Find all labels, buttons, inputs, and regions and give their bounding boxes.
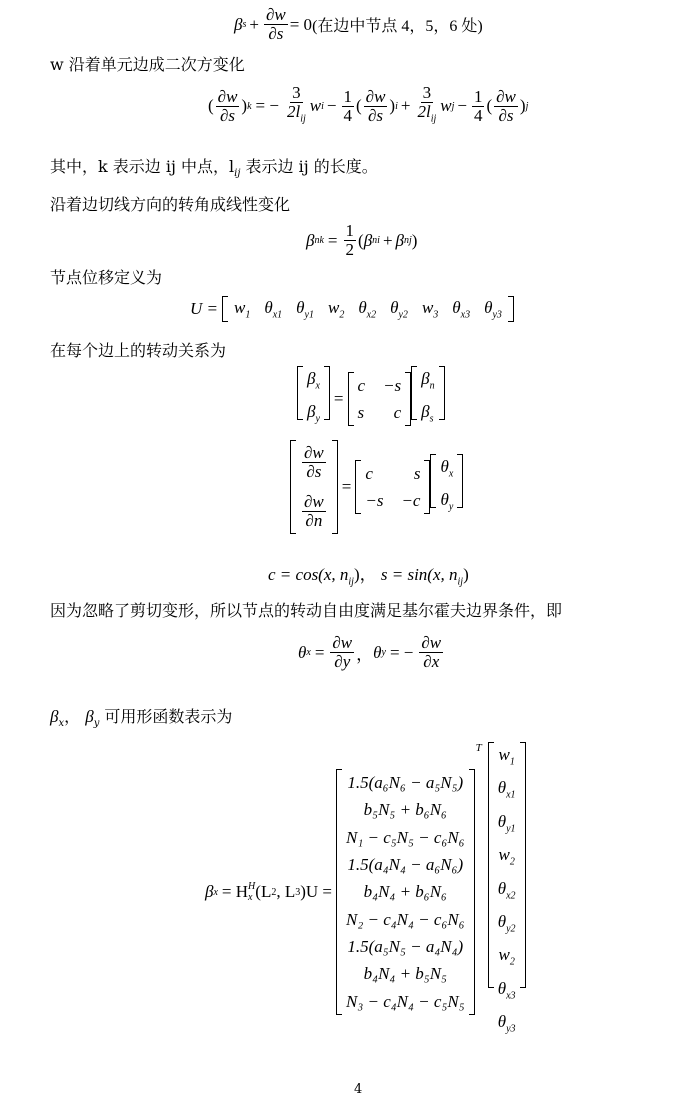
bracket-r	[469, 769, 475, 1015]
U-item-var: θ	[390, 297, 399, 317]
half-fraction	[344, 222, 357, 259]
U-item-var: θ	[264, 297, 273, 317]
vec-item-sub: 2	[509, 856, 515, 868]
theta-x: θ	[298, 642, 307, 662]
sub: x	[448, 468, 454, 479]
vec-item	[498, 742, 514, 775]
U-item	[452, 298, 470, 320]
equals-sign: =	[327, 230, 338, 250]
sub: x	[315, 380, 320, 392]
frac-num: ∂w	[304, 492, 324, 511]
H-sup: H	[248, 881, 256, 893]
sin-expr: s = sin(x, n	[380, 565, 458, 584]
lhs-fraction	[216, 88, 240, 125]
text-rotation-linear: 沿着边切线方向的转角成线性变化	[50, 195, 291, 214]
sub: y	[448, 501, 454, 513]
theta-y: θ	[373, 642, 382, 662]
frac-den: 2l	[286, 102, 301, 121]
a12: −s	[383, 375, 402, 395]
frac-den: 2l	[417, 102, 431, 121]
vector-entry	[498, 876, 516, 909]
t4-inner-fraction	[494, 88, 518, 125]
beta-sub: s	[242, 19, 247, 30]
U-item-var: θ	[452, 297, 461, 317]
cells	[303, 366, 324, 433]
frac-num: ∂w	[421, 633, 442, 652]
frac-num: 1	[343, 86, 352, 106]
U-item-sub: x2	[366, 309, 377, 321]
ni-sub: ni	[372, 235, 380, 246]
cells	[436, 454, 457, 521]
beta-y: β	[307, 402, 316, 422]
beta-symbol: β	[306, 230, 315, 250]
equals-H: = H	[221, 882, 249, 902]
beta-x: β	[307, 369, 316, 388]
frac-den: ∂n	[305, 511, 323, 530]
shape-function-entry: b₅N₅ + b₆N₆	[363, 800, 447, 820]
U-item	[422, 298, 438, 320]
U-item	[264, 298, 282, 320]
edge-node-note: (在边中节点 4，5，6 处)	[312, 18, 483, 35]
frac-den: 4	[473, 105, 483, 125]
U-item-sub: x1	[272, 309, 283, 321]
cells	[342, 769, 469, 1015]
vec-item-var: θ	[497, 1012, 507, 1032]
i-sub: i	[395, 100, 398, 112]
w-var: w	[440, 96, 452, 116]
vec-item	[498, 942, 514, 975]
k-sub: k	[247, 100, 252, 112]
a12: s	[413, 463, 421, 483]
vector-entry	[498, 909, 516, 942]
frac-num: ∂w	[332, 633, 353, 652]
frac-den: ∂s	[306, 462, 322, 481]
frac-den: ∂s	[368, 105, 384, 125]
arg1-sub: 2	[271, 886, 277, 898]
a21: s	[357, 402, 365, 422]
vec-item-sub: 1	[509, 756, 515, 768]
transform-matrix	[355, 460, 430, 514]
shape-function-entry: N₂ − c₄N₄ − c₆N₆	[346, 909, 465, 929]
beta-ni: β	[363, 230, 373, 250]
frac-num: 3	[422, 83, 432, 102]
t3-fraction	[415, 84, 438, 128]
text-where	[50, 154, 378, 179]
vec-item	[498, 909, 516, 942]
frac-den-sub: ij	[300, 113, 306, 125]
shape-function-column	[336, 769, 475, 1015]
shape-function-entry: b₄N₄ + b₅N₅	[363, 964, 447, 984]
vector-entry	[498, 742, 514, 775]
bracket-r	[324, 366, 330, 420]
matrix-equation-dw: $\frac{\partial w}{\partial s}$ $\frac{\partial w}{\partial n}$ = c s −s −c $\theta_x$ $\theta_y$	[290, 440, 463, 534]
frac-num: 1	[473, 86, 483, 106]
vec-item-var: θ	[497, 978, 507, 998]
sub: x	[213, 886, 218, 898]
equation-U-vector	[190, 296, 514, 322]
frac-num: ∂w	[265, 5, 286, 24]
j-sub: j	[525, 100, 529, 112]
equation-beta-s	[234, 6, 483, 43]
sub: x	[306, 647, 311, 658]
U-item-sub: 3	[433, 309, 439, 321]
l-sub: ij	[234, 168, 241, 180]
sin-tail: )	[463, 565, 469, 584]
vec-item	[498, 842, 514, 875]
nj-sub: nj	[404, 235, 412, 246]
U-item-sub: 1	[245, 309, 251, 321]
beta-symbol: β	[205, 882, 214, 902]
bracket-r	[520, 742, 526, 988]
sub: y	[93, 718, 100, 730]
vec-item	[498, 876, 516, 909]
vec-item	[498, 1009, 516, 1042]
shape-function-entry: b₄N₄ + b₆N₆	[363, 882, 447, 902]
w-var: w	[309, 96, 322, 116]
theta-vector	[430, 454, 463, 521]
U-item-var: w	[327, 297, 340, 317]
text-rotation-relation: 在每个边上的转动关系为	[50, 341, 227, 360]
sub: x	[58, 718, 65, 730]
frac-den-sub: ij	[430, 113, 437, 125]
vec-item-sub: y1	[506, 823, 516, 835]
U-item	[484, 298, 502, 320]
beta-sub: nk	[314, 235, 324, 246]
theta-x: θ	[440, 456, 449, 476]
vec-item-var: w	[498, 845, 510, 865]
U-item-var: w	[234, 297, 246, 317]
vector-entry	[498, 942, 514, 975]
vec-item	[498, 775, 516, 808]
U-item-var: w	[421, 297, 434, 317]
arg2-sub: 3	[295, 886, 301, 898]
sub: ij	[457, 576, 464, 588]
beta-s: β	[421, 402, 430, 422]
frac-num: ∂w	[217, 86, 238, 106]
t2-inner-fraction	[364, 88, 388, 125]
sub: y	[315, 413, 320, 425]
vec-item-var: θ	[497, 878, 507, 898]
a21: −s	[365, 490, 384, 510]
frac-den: 2	[345, 240, 355, 259]
beta-x: β	[50, 707, 59, 726]
vector-entry	[498, 842, 514, 875]
where-tail: 表示边 ij 的长度。	[240, 157, 378, 176]
U-item-sub: x3	[460, 309, 471, 321]
frac-den: ∂x	[423, 652, 440, 671]
right-bracket	[508, 296, 514, 322]
separator: ，	[356, 645, 374, 664]
args-close: )U =	[300, 882, 332, 902]
text-kirchhoff: 因为忽略了剪切变形，所以节点的转动自由度满足基尔霍夫边界条件，即	[50, 601, 563, 620]
cos-tail: )，	[353, 565, 377, 584]
bracket-r	[439, 366, 445, 420]
text-w-quadratic: w 沿着单元边成二次方变化	[50, 55, 245, 74]
vec-item-sub: y3	[506, 1023, 516, 1035]
frac-num: ∂w	[365, 86, 386, 106]
sub: n	[429, 380, 435, 392]
vec-item-sub: 2	[509, 956, 515, 968]
sub: ij	[348, 576, 354, 588]
U-item-var: θ	[296, 297, 305, 317]
vec-item	[498, 809, 516, 842]
beta-n: β	[421, 369, 430, 388]
U-item	[390, 298, 408, 320]
vec-item-sub: y2	[506, 923, 516, 935]
equals-zero: = 0	[289, 14, 313, 34]
lhs-vector	[297, 366, 330, 433]
text-shape-function	[50, 704, 232, 729]
w-sub: i	[321, 100, 324, 112]
separator: ，	[64, 707, 81, 726]
frac-den: ∂s	[220, 105, 236, 125]
beta-symbol: β	[234, 14, 243, 34]
shape-function-entry: 1.5(a₄N₄ − a₆N₆)	[347, 854, 464, 874]
lhs-derivative-vector	[290, 440, 338, 534]
equation-cos-sin	[268, 560, 469, 587]
matrix-equation-beta: $\beta_x$ $\beta_y$ = c −s s c $\beta_n$ $\beta_s$	[297, 366, 445, 433]
a22: −c	[401, 490, 421, 510]
equals-minus: = −	[389, 642, 414, 662]
cells	[361, 460, 424, 514]
a22: c	[393, 402, 402, 422]
t4-fraction	[472, 88, 485, 125]
args-comma: , L	[276, 882, 296, 902]
equals-sign: =	[314, 642, 325, 662]
U-item-sub: y2	[398, 309, 408, 321]
frac-num: ∂w	[496, 86, 516, 106]
shape-function-entry: N₃ − c₄N₄ − c₅N₅	[346, 991, 465, 1011]
vector-entry	[498, 976, 516, 1009]
vec-item-sub: x2	[506, 889, 516, 901]
cells	[494, 742, 520, 1043]
vec-item-sub: x3	[506, 990, 516, 1002]
vector-entry	[498, 775, 516, 808]
vec-item-var: θ	[497, 811, 507, 831]
shape-function-entry: 1.5(a₅N₅ − a₄N₄)	[347, 936, 464, 956]
frac-num: 3	[292, 83, 301, 102]
U-item-sub: y3	[492, 309, 502, 321]
w-sub: j	[451, 100, 455, 112]
rhs-vector	[411, 366, 444, 433]
vec-item-var: w	[498, 945, 510, 965]
U-items	[228, 298, 508, 320]
plus-sign: +	[249, 14, 259, 34]
cells	[296, 440, 332, 534]
frac-den: ∂s	[498, 105, 514, 125]
page-number: 4	[354, 1082, 363, 1097]
t1-fraction	[285, 84, 308, 128]
U-lhs: U =	[190, 299, 218, 318]
sub: y	[381, 647, 386, 658]
cells	[417, 366, 438, 433]
H-sub: x	[248, 892, 253, 904]
U-item-var: θ	[484, 297, 493, 317]
shape-tail: 可用形函数表示为	[99, 707, 233, 726]
where-text: 其中，k 表示边 ij 中点，l	[50, 157, 235, 176]
displacement-vector	[488, 742, 526, 1043]
shape-function-entry: 1.5(a₆N₆ − a₅N₅)	[347, 772, 464, 792]
U-item	[296, 298, 314, 320]
frac-den: 4	[343, 105, 352, 125]
text-node-displacement: 节点位移定义为	[50, 268, 163, 287]
U-item	[234, 298, 250, 320]
vec-item-sub: x1	[506, 789, 516, 801]
cos-expr: c = cos(x, n	[268, 565, 349, 584]
bracket-r	[457, 454, 463, 508]
vec-item-var: w	[498, 745, 510, 764]
shape-function-entry: N₁ − c₅N₅ − c₆N₆	[346, 827, 465, 847]
U-item	[358, 298, 376, 320]
vec-item-var: θ	[497, 778, 507, 798]
vec-item	[498, 976, 516, 1009]
t2-fraction	[342, 88, 355, 125]
cells	[354, 372, 406, 426]
vector-entry	[498, 809, 516, 842]
U-item-var: θ	[358, 297, 367, 317]
frac-num: 1	[345, 221, 355, 240]
rotation-matrix	[348, 372, 412, 426]
frac-den: ∂s	[268, 24, 284, 43]
frac-den: ∂y	[334, 652, 351, 671]
equation-theta	[298, 634, 445, 671]
vector-entry	[498, 1009, 516, 1042]
beta-nj: β	[395, 230, 404, 250]
a11: c	[357, 375, 366, 395]
sub: s	[429, 413, 434, 425]
beta-y: β	[85, 707, 94, 726]
equation-dwds-k: ( $\frac{\partial w}{\partial s}$ ) k = − $\frac{3}{2l_{ij}}$ w i − $\frac{1}{4}$ ( $\frac{\partial w}{\partial s}$ ) i + $\frac{3}{2l_{ij}}$ w j − $\frac{1}{4}$ ( $\frac{\partial w}{\partial s}$ ) j	[208, 84, 528, 128]
fraction-dw-ds	[264, 6, 288, 43]
args-open: (L	[255, 882, 272, 902]
bracket-r	[332, 440, 338, 534]
equation-beta-x	[205, 742, 526, 1043]
a11: c	[365, 463, 373, 483]
U-item-sub: y1	[304, 309, 314, 321]
equation-beta-nk: β nk = $\frac{1}{2}$ ( β ni + β nj )	[306, 221, 418, 259]
U-item-sub: 2	[339, 309, 345, 321]
U-item	[328, 298, 344, 320]
transpose-sup: T	[475, 742, 482, 754]
theta-y: θ	[440, 490, 449, 509]
vec-item-var: θ	[497, 911, 507, 931]
frac-num: ∂w	[304, 443, 324, 462]
